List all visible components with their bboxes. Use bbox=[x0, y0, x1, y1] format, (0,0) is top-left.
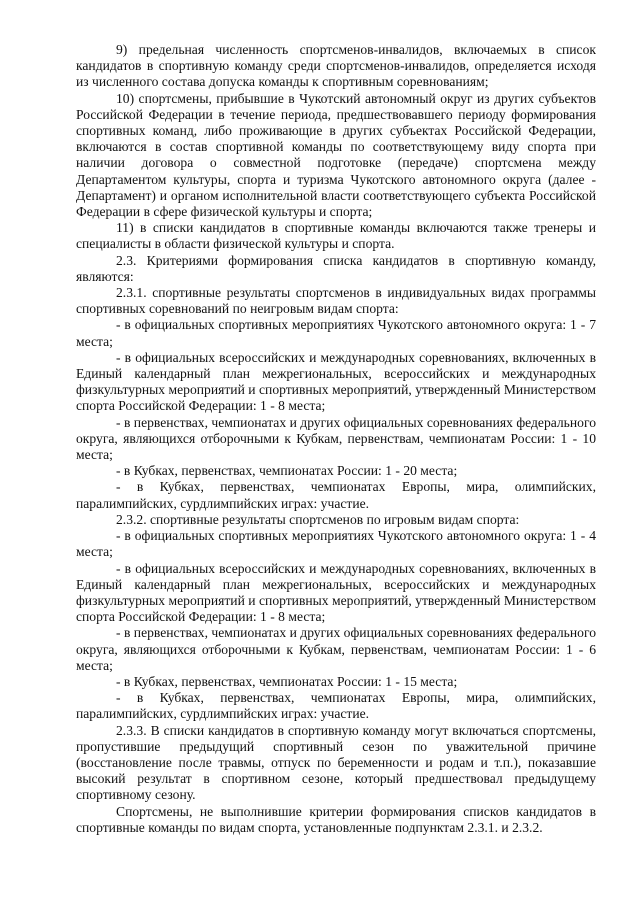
paragraph-item-11: 11) в списки кандидатов в спортивные команды включаются также тренеры и специалисты в области физической культуры и спорта. bbox=[76, 220, 596, 252]
paragraph-closing: Спортсмены, не выполнившие критерии формирования списков кандидатов в спортивные команды по видам спорта, установленные подпунктам 2.3.1. и 2.3.2. bbox=[76, 803, 596, 835]
paragraph-section-2-3: 2.3. Критериями формирования списка кандидатов в спортивную команду, являются: bbox=[76, 252, 596, 284]
paragraph-list-item: - в Кубках, первенствах, чемпионатах Европы, мира, олимпийских, паралимпийских, сурдлимпийских играх: участие. bbox=[76, 479, 596, 511]
paragraph-list-item: - в Кубках, первенствах, чемпионатах России: 1 - 15 места; bbox=[116, 673, 458, 689]
paragraph-item-10: 10) спортсмены, прибывшие в Чукотский автономный округ из других субъектов Российской Федерации в течение периода, предшествовавшего периоду формирования спортивных команд, либо проживающие в других субъектах Российской Федерации, включаются в состав спортивной команды по соответствующему виду спорта при наличии договора о совместной подготовке (передаче) спортсмена между Департаментом культуры, спорта и туризма Чукотского автономного округа (далее - Департамент) и органом исполнительной власти соответствующего субъекта Российской Федерации в сфере физической культуры и спорта; bbox=[76, 90, 596, 220]
paragraph-list-item: - в официальных всероссийских и международных соревнованиях, включенных в Единый календарный план межрегиональных, всероссийских и международных физкультурных мероприятий и спортивных мероприятий, утвержденный Министерством спорта Российской Федерации: 1 - 8 места; bbox=[76, 349, 596, 414]
paragraph-list-item: - в официальных спортивных мероприятиях Чукотского автономного округа: 1 - 7 места; bbox=[76, 317, 596, 349]
paragraph-list-item: - в официальных всероссийских и международных соревнованиях, включенных в Единый календарный план межрегиональных, всероссийских и международных физкультурных мероприятий и спортивных мероприятий, утвержденный Министерством спорта Российской Федерации: 1 - 8 места; bbox=[76, 560, 596, 625]
paragraph-list-item: - в первенствах, чемпионатах и других официальных соревнованиях федерального округа, являющихся отборочными к Кубкам, первенствам, чемпионатам России: 1 - 10 места; bbox=[76, 414, 596, 463]
paragraph-section-2-3-1: 2.3.1. спортивные результаты спортсменов в индивидуальных видах программы спортивных соревнований по неигровым видам спорта: bbox=[76, 285, 596, 317]
paragraph-section-2-3-3: 2.3.3. В списки кандидатов в спортивную команду могут включаться спортсмены, пропустившие предыдущий спортивный сезон по уважительной причине (восстановление после травмы, отпуск по беременности и родам и т.п.), показавшие высокий результат в спортивном сезоне, который предшествовал предыдущему спортивному сезону. bbox=[76, 722, 596, 803]
paragraph-list-item: - в первенствах, чемпионатах и других официальных соревнованиях федерального округа, являющихся отборочными к Кубкам, первенствам, чемпионатам России: 1 - 6 места; bbox=[76, 625, 596, 673]
paragraph-list-item: - в Кубках, первенствах, чемпионатах Европы, мира, олимпийских, паралимпийских, сурдлимпийских играх: участие. bbox=[76, 690, 596, 722]
paragraph-list-item: - в официальных спортивных мероприятиях Чукотского автономного округа: 1 - 4 места; bbox=[76, 528, 596, 560]
paragraph-section-2-3-2: 2.3.2. спортивные результаты спортсменов по игровым видам спорта: bbox=[116, 511, 520, 527]
paragraph-item-9: 9) предельная численность спортсменов-инвалидов, включаемых в список кандидатов в спортивную команду среди спортсменов-инвалидов, определяется исходя из численного состава допуска команды к спортивным соревнованиям; bbox=[76, 42, 596, 90]
paragraph-list-item: - в Кубках, первенствах, чемпионатах России: 1 - 20 места; bbox=[116, 463, 458, 479]
